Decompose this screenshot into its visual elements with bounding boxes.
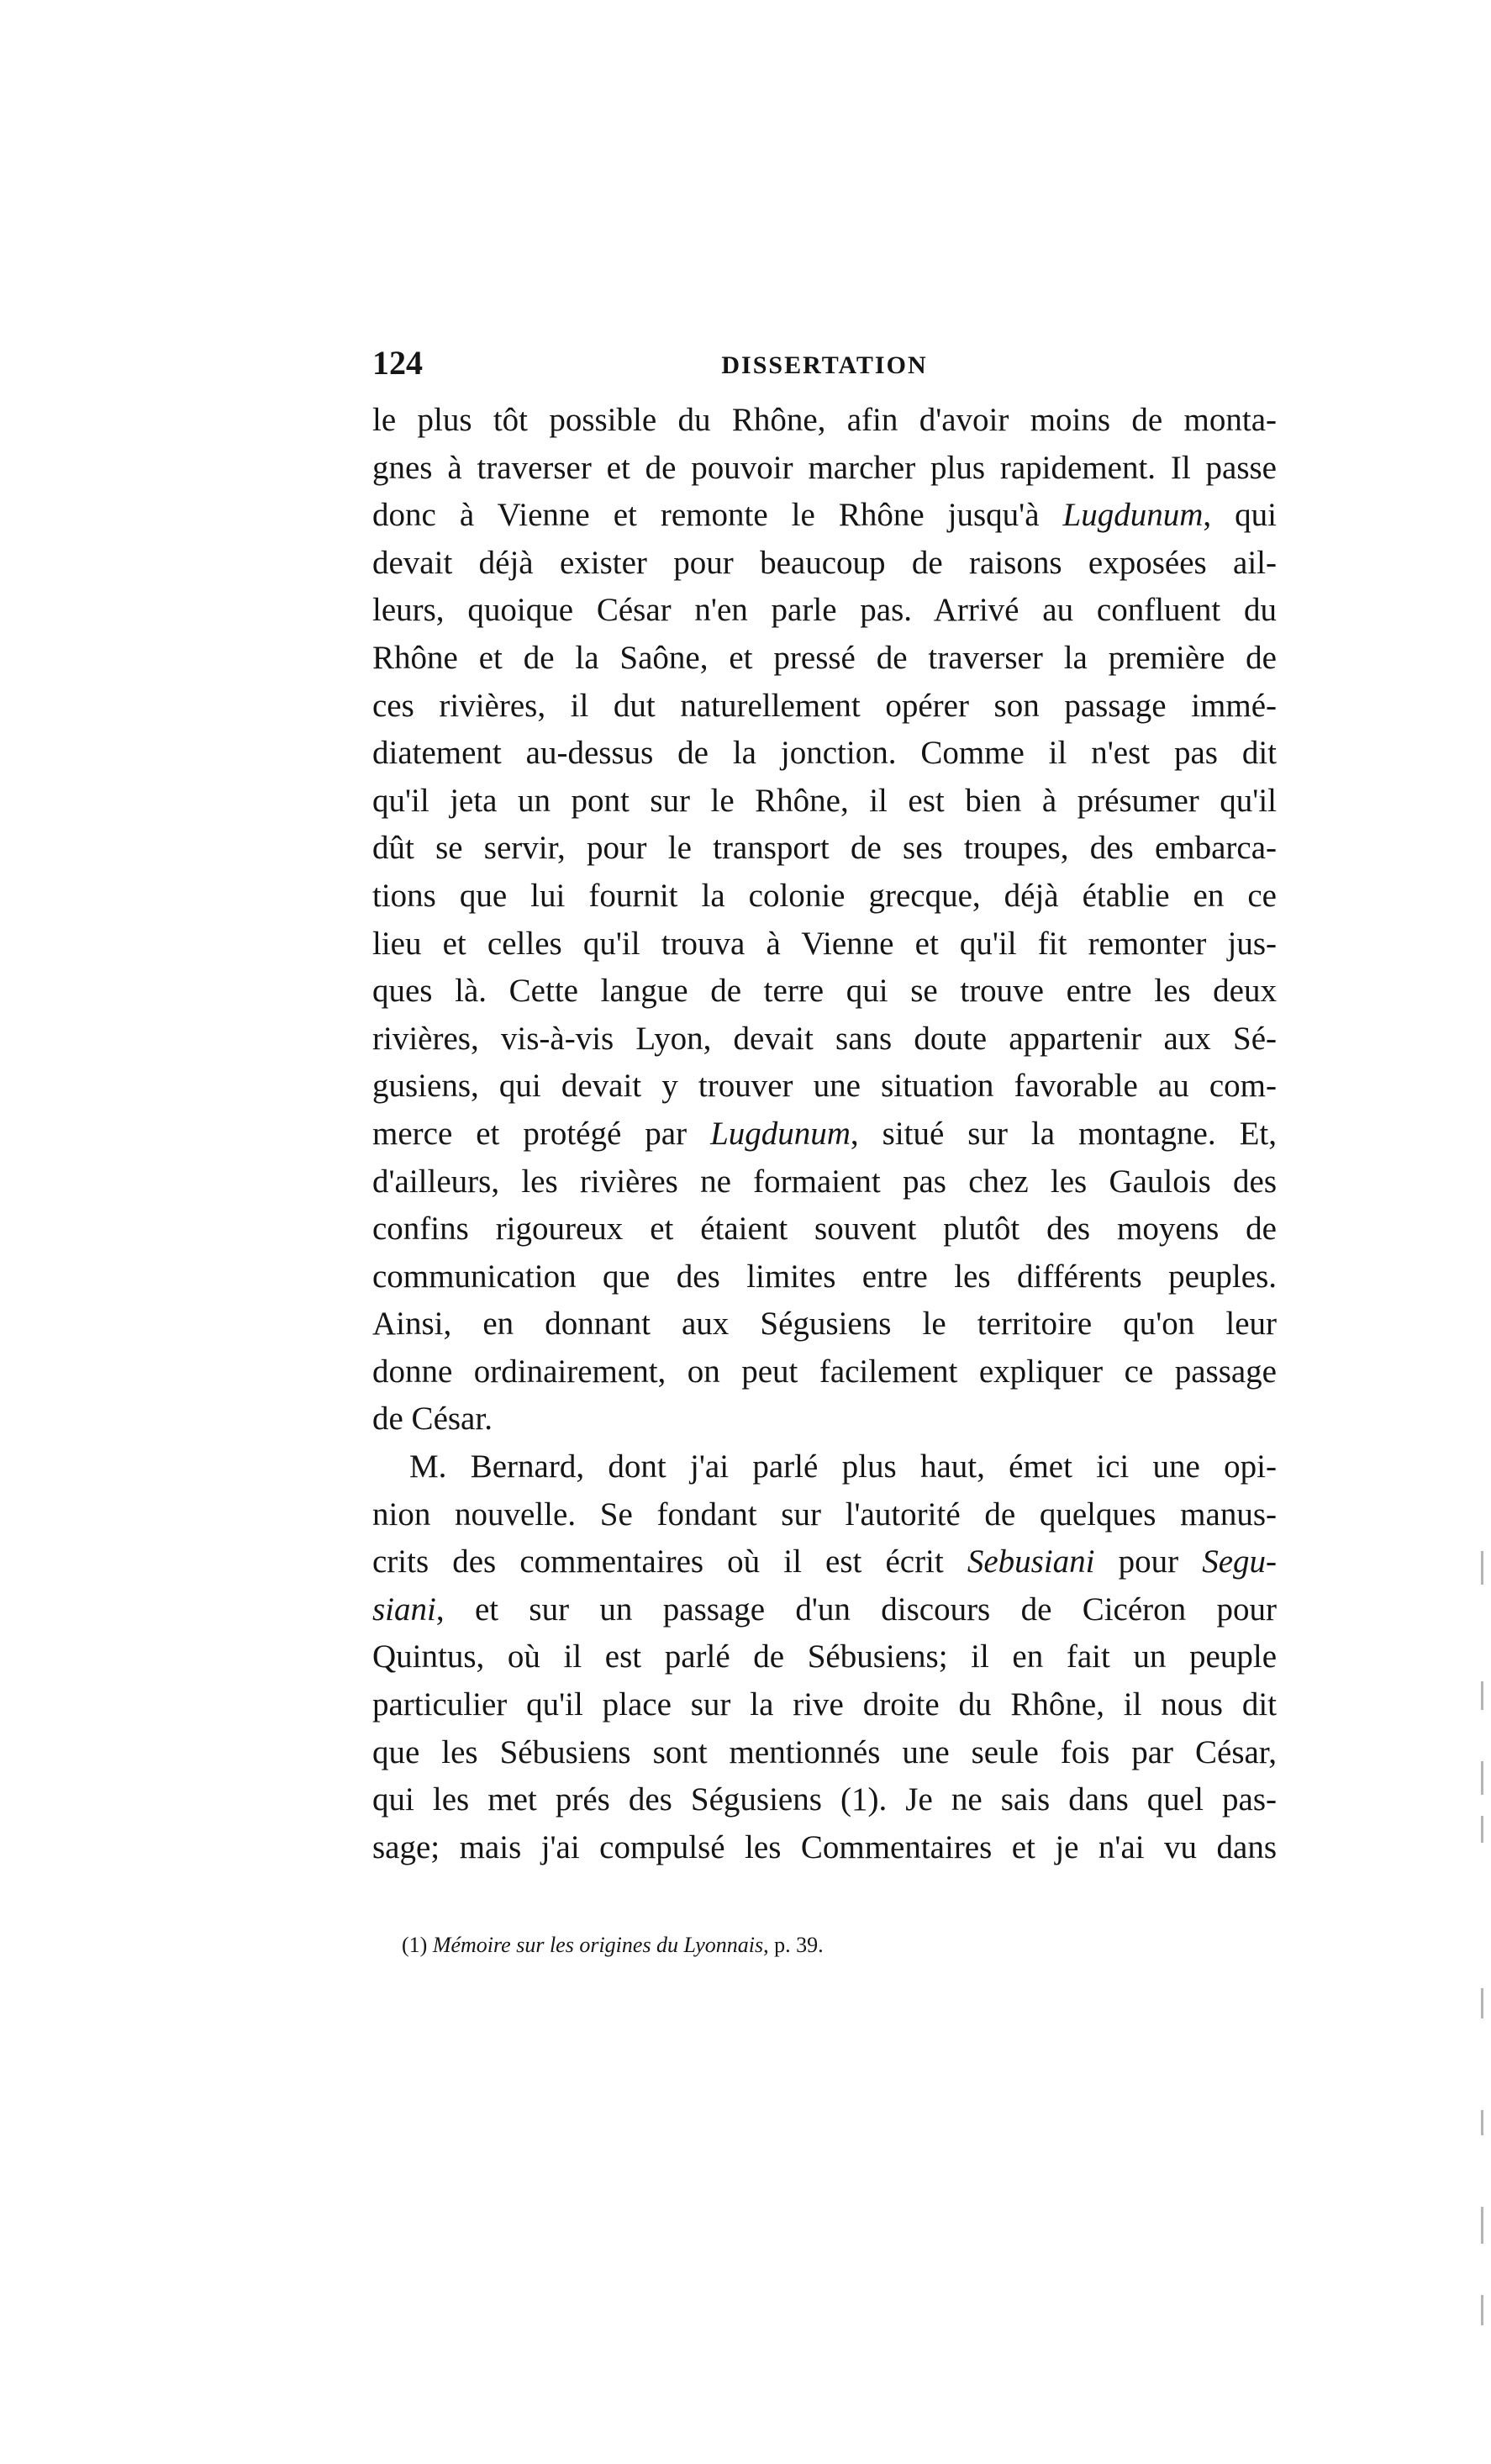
text-line: lieu et celles qu'il trouva à Vienne et qu'il fit remonter jus- xyxy=(372,925,1277,962)
text-line: communication que des limites entre les différents peuples. xyxy=(372,1258,1277,1295)
margin-scan-mark xyxy=(1481,2207,1483,2244)
margin-scan-mark xyxy=(1481,2295,1483,2325)
text-line: leurs, quoique César n'en parle pas. Arrivé au confluent du xyxy=(372,592,1277,629)
footnote-title: Mémoire sur les origines du Lyonnais xyxy=(432,1933,764,1957)
text-line: qu'il jeta un pont sur le Rhône, il est bien à présumer qu'il xyxy=(372,782,1277,819)
text-line: M. Bernard, dont j'ai parlé plus haut, émet ici une opi- xyxy=(409,1448,1277,1485)
text-line: le plus tôt possible du Rhône, afin d'avoir moins de monta- xyxy=(372,402,1277,438)
body-text xyxy=(372,397,1277,1871)
running-title: DISSERTATION xyxy=(721,351,928,379)
text-line: gusiens, qui devait y trouver une situation favorable au com- xyxy=(372,1068,1277,1105)
text-line: Ainsi, en donnant aux Ségusiens le territoire qu'on leur xyxy=(372,1306,1277,1343)
margin-scan-mark xyxy=(1481,1551,1483,1585)
page-number: 124 xyxy=(372,344,423,382)
text-line: gnes à traverser et de pouvoir marcher plus rapidement. Il passe xyxy=(372,449,1277,486)
text-line: Quintus, où il est parlé de Sébusiens; il en fait un peuple xyxy=(372,1638,1277,1675)
footnote xyxy=(402,1928,824,1962)
text-line: nion nouvelle. Se fondant sur l'autorité de quelques manus- xyxy=(372,1496,1277,1533)
text-line: tions que lui fournit la colonie grecque, déjà établie en ce xyxy=(372,877,1277,914)
text-line: dût se servir, pour le transport de ses troupes, des embarca- xyxy=(372,830,1277,867)
margin-scan-mark xyxy=(1481,1816,1483,1843)
text-line: qui les met prés des Ségusiens (1). Je ne sais dans quel pas- xyxy=(372,1781,1277,1818)
text-line: rivières, vis-à-vis Lyon, devait sans doute appartenir aux Sé- xyxy=(372,1020,1277,1057)
margin-scan-mark xyxy=(1481,2110,1483,2135)
text-line: siani, et sur un passage d'un discours de Cicéron pour xyxy=(372,1591,1277,1628)
footnote-page-ref: , p. 39. xyxy=(763,1933,824,1957)
text-line: de César. xyxy=(372,1401,493,1438)
margin-scan-mark xyxy=(1481,1761,1483,1795)
text-line: diatement au-dessus de la jonction. Comme il n'est pas dit xyxy=(372,735,1277,772)
text-line: ces rivières, il dut naturellement opérer son passage immé- xyxy=(372,687,1277,724)
text-line: Rhône et de la Saône, et pressé de traverser la première de xyxy=(372,639,1277,676)
text-line: devait déjà exister pour beaucoup de raisons exposées ail- xyxy=(372,544,1277,581)
text-line: merce et protégé par Lugdunum, situé sur la montagne. Et, xyxy=(372,1115,1277,1152)
text-line: que les Sébusiens sont mentionnés une seule fois par César, xyxy=(372,1733,1277,1770)
text-line: ques là. Cette langue de terre qui se trouve entre les deux xyxy=(372,973,1277,1010)
text-line: donc à Vienne et remonte le Rhône jusqu'à Lugdunum, qui xyxy=(372,497,1277,534)
margin-scan-mark xyxy=(1481,1681,1483,1710)
text-line: d'ailleurs, les rivières ne formaient pas chez les Gaulois des xyxy=(372,1163,1277,1200)
text-line: particulier qu'il place sur la rive droite du Rhône, il nous dit xyxy=(372,1686,1277,1723)
text-line: sage; mais j'ai compulsé les Commentaires et je n'ai vu dans xyxy=(372,1828,1277,1865)
text-line: confins rigoureux et étaient souvent plutôt des moyens de xyxy=(372,1211,1277,1248)
text-line: crits des commentaires où il est écrit Sebusiani pour Segu- xyxy=(372,1543,1277,1580)
text-line: donne ordinairement, on peut facilement expliquer ce passage xyxy=(372,1353,1277,1390)
footnote-marker: (1) xyxy=(402,1933,428,1957)
margin-scan-mark xyxy=(1481,1988,1483,2018)
running-head xyxy=(372,340,1277,387)
